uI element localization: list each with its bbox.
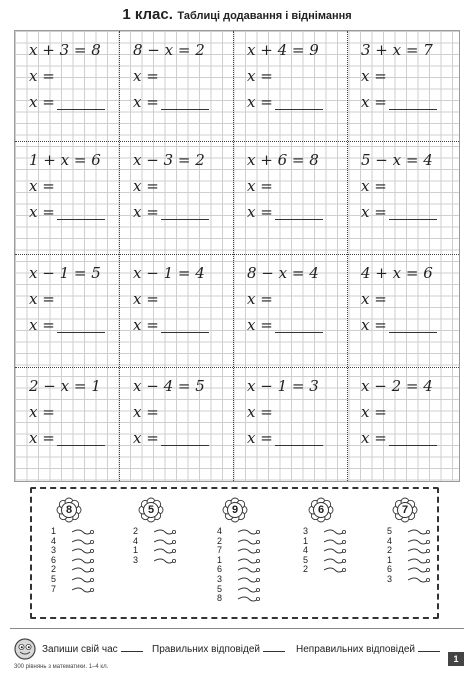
petal-number: 4 [50, 535, 56, 546]
solution-step-2: 𝑥 = [29, 203, 55, 221]
solution-step-1: 𝑥 = [29, 403, 55, 421]
petal-number: 3 [50, 545, 56, 556]
equation-text: 8 − 𝑥 = 4 [247, 264, 319, 282]
equation-text: 𝑥 − 4 = 5 [133, 377, 205, 395]
petal-number: 4 [302, 545, 308, 556]
petal-number: 5 [302, 554, 308, 565]
petal-stem-icon [324, 556, 346, 566]
petal-number: 6 [216, 564, 222, 575]
flower-petals [48, 527, 56, 594]
equation-cell [233, 31, 344, 144]
solution-step-2: 𝑥 = [361, 316, 387, 334]
answer-line[interactable] [389, 332, 437, 333]
number-flower [294, 497, 354, 575]
answer-line[interactable] [389, 219, 437, 220]
petal-number: 3 [216, 573, 222, 584]
petal-stem-icon [72, 585, 94, 595]
solution-step-2: 𝑥 = [247, 429, 273, 447]
petal-stem-icon [72, 565, 94, 575]
solution-step-2: 𝑥 = [133, 316, 159, 334]
petal-number: 4 [386, 535, 392, 546]
equation-cell [15, 141, 126, 254]
petal-stem-icon [324, 565, 346, 575]
petal-stem-icon [72, 537, 94, 547]
answer-line[interactable] [161, 332, 209, 333]
equation-text: 𝑥 + 4 = 9 [247, 41, 319, 59]
solution-step-2: 𝑥 = [133, 429, 159, 447]
flower-petals [214, 527, 222, 604]
solution-step-1: 𝑥 = [247, 403, 273, 421]
equation-cell [119, 367, 230, 480]
petal-row [300, 565, 308, 575]
solution-step-2: 𝑥 = [29, 429, 55, 447]
equation-cell [233, 367, 344, 480]
solution-step-1: 𝑥 = [361, 403, 387, 421]
equations-grid [14, 30, 460, 482]
flower-center-number: 5 [147, 504, 155, 516]
equation-text: 𝑥 + 3 = 8 [29, 41, 101, 59]
petal-number: 7 [50, 583, 56, 594]
solution-step-2: 𝑥 = [247, 93, 273, 111]
equation-cell [347, 31, 458, 144]
solution-step-1: 𝑥 = [247, 290, 273, 308]
equation-cell [119, 254, 230, 367]
answer-line[interactable] [57, 445, 105, 446]
petal-stem-icon [238, 565, 260, 575]
flower-petals [300, 527, 308, 575]
solution-step-2: 𝑥 = [29, 316, 55, 334]
page-title [0, 6, 474, 24]
petal-stem-icon [408, 527, 430, 537]
solution-step-2: 𝑥 = [29, 93, 55, 111]
petal-number: 2 [386, 545, 392, 556]
flower-center-number: 9 [231, 504, 239, 516]
solution-step-1: 𝑥 = [29, 290, 55, 308]
petal-number: 6 [386, 564, 392, 575]
answer-line[interactable] [57, 109, 105, 110]
equation-text: 𝑥 − 3 = 2 [133, 151, 205, 169]
equation-text: 5 − 𝑥 = 4 [361, 151, 433, 169]
petal-number: 2 [132, 526, 138, 536]
petal-stem-icon [238, 594, 260, 604]
equation-text: 4 + 𝑥 = 6 [361, 264, 433, 282]
page-title-topic: Таблиці додавання і віднімання [177, 10, 352, 22]
petal-number: 1 [386, 554, 392, 565]
answer-line[interactable] [161, 445, 209, 446]
answer-line[interactable] [389, 445, 437, 446]
equation-cell [119, 31, 230, 144]
answer-line[interactable] [57, 219, 105, 220]
equation-text: 𝑥 − 1 = 3 [247, 377, 319, 395]
equation-text: 8 − 𝑥 = 2 [133, 41, 205, 59]
correct-answers-record [152, 644, 285, 655]
page-number: 1 [448, 652, 464, 666]
petal-number: 3 [132, 554, 138, 565]
mascot-icon [14, 638, 36, 660]
footer [0, 628, 474, 675]
petal-number: 1 [50, 526, 56, 536]
solution-step-2: 𝑥 = [361, 203, 387, 221]
petal-stem-icon [72, 546, 94, 556]
flower-center-number: 6 [317, 504, 325, 516]
flower-center-number: 8 [65, 504, 73, 516]
petal-stem-icon [238, 556, 260, 566]
correct-blank[interactable] [263, 651, 285, 652]
petal-number: 2 [302, 564, 308, 575]
petal-row [384, 575, 392, 585]
petal-number: 2 [216, 535, 222, 546]
answer-line[interactable] [275, 445, 323, 446]
equation-text: 𝑥 − 1 = 5 [29, 264, 101, 282]
petal-row [130, 556, 138, 566]
flowers-exercise-box [30, 487, 439, 619]
petal-number: 3 [302, 526, 308, 536]
petal-stem-icon [154, 556, 176, 566]
equation-text: 𝑥 − 2 = 4 [361, 377, 433, 395]
footer-divider [10, 628, 464, 629]
equation-cell [233, 141, 344, 254]
solution-step-1: 𝑥 = [133, 67, 159, 85]
wrong-blank[interactable] [418, 651, 440, 652]
solution-step-1: 𝑥 = [133, 403, 159, 421]
book-title-note: 300 рівнянь з математики. 1–4 кл. [14, 664, 109, 670]
petal-number: 4 [216, 526, 222, 536]
number-flower [124, 497, 184, 565]
wrong-answers-record [296, 644, 440, 655]
flower-center-number: 7 [401, 504, 409, 516]
equation-cell [347, 367, 458, 480]
answer-line[interactable] [57, 332, 105, 333]
answer-line[interactable] [161, 219, 209, 220]
petal-stem-icon [238, 585, 260, 595]
answer-line[interactable] [275, 109, 323, 110]
petal-stem-icon [408, 575, 430, 585]
flower-petals [384, 527, 392, 585]
solution-step-2: 𝑥 = [247, 203, 273, 221]
equation-cell [15, 367, 126, 480]
petal-number: 1 [132, 545, 138, 556]
flower-petals [130, 527, 138, 565]
petal-stem-icon [408, 556, 430, 566]
petal-row [214, 594, 222, 604]
solution-step-2: 𝑥 = [133, 93, 159, 111]
equation-cell [15, 254, 126, 367]
wrong-label: Неправильних відповідей [296, 644, 416, 655]
number-flower [378, 497, 438, 584]
time-label: Запиши свій час [42, 644, 118, 655]
petal-number: 4 [132, 535, 138, 546]
petal-stem-icon [408, 537, 430, 547]
petal-number: 8 [216, 593, 222, 604]
page-title-grade: 1 клас. [122, 6, 173, 23]
equation-text: 3 + 𝑥 = 7 [361, 41, 433, 59]
petal-stem-icon [324, 527, 346, 537]
solution-step-1: 𝑥 = [361, 177, 387, 195]
solution-step-1: 𝑥 = [247, 177, 273, 195]
equation-text: 𝑥 − 1 = 4 [133, 264, 205, 282]
petal-number: 2 [50, 564, 56, 575]
solution-step-2: 𝑥 = [361, 429, 387, 447]
equation-cell [119, 141, 230, 254]
petal-number: 5 [50, 573, 56, 584]
equation-text: 𝑥 + 6 = 8 [247, 151, 319, 169]
petal-stem-icon [72, 556, 94, 566]
correct-label: Правильних відповідей [152, 644, 261, 655]
petal-row [48, 585, 56, 595]
time-blank[interactable] [121, 651, 143, 652]
solution-step-1: 𝑥 = [29, 67, 55, 85]
answer-line[interactable] [275, 219, 323, 220]
petal-stem-icon [238, 537, 260, 547]
solution-step-1: 𝑥 = [133, 290, 159, 308]
time-record [42, 644, 143, 655]
solution-step-1: 𝑥 = [29, 177, 55, 195]
petal-stem-icon [408, 546, 430, 556]
petal-stem-icon [324, 537, 346, 547]
equation-cell [233, 254, 344, 367]
petal-number: 6 [50, 554, 56, 565]
petal-stem-icon [238, 527, 260, 537]
answer-line[interactable] [275, 332, 323, 333]
petal-stem-icon [408, 565, 430, 575]
petal-number: 5 [386, 526, 392, 536]
equation-cell [347, 141, 458, 254]
petal-number: 5 [216, 583, 222, 594]
petal-number: 3 [386, 573, 392, 584]
solution-step-1: 𝑥 = [361, 67, 387, 85]
petal-number: 7 [216, 545, 222, 556]
solution-step-2: 𝑥 = [247, 316, 273, 334]
solution-step-1: 𝑥 = [361, 290, 387, 308]
petal-stem-icon [324, 546, 346, 556]
equation-cell [15, 31, 126, 144]
petal-stem-icon [154, 537, 176, 547]
solution-step-1: 𝑥 = [133, 177, 159, 195]
petal-stem-icon [72, 527, 94, 537]
petal-number: 1 [302, 535, 308, 546]
petal-stem-icon [238, 575, 260, 585]
solution-step-1: 𝑥 = [247, 67, 273, 85]
petal-stem-icon [154, 527, 176, 537]
equation-text: 2 − 𝑥 = 1 [29, 377, 101, 395]
answer-line[interactable] [389, 109, 437, 110]
number-flower [208, 497, 268, 604]
equation-text: 1 + 𝑥 = 6 [29, 151, 101, 169]
petal-stem-icon [72, 575, 94, 585]
petal-stem-icon [238, 546, 260, 556]
petal-number: 1 [216, 554, 222, 565]
solution-step-2: 𝑥 = [133, 203, 159, 221]
solution-step-2: 𝑥 = [361, 93, 387, 111]
petal-stem-icon [154, 546, 176, 556]
equation-cell [347, 254, 458, 367]
answer-line[interactable] [161, 109, 209, 110]
number-flower [42, 497, 102, 594]
